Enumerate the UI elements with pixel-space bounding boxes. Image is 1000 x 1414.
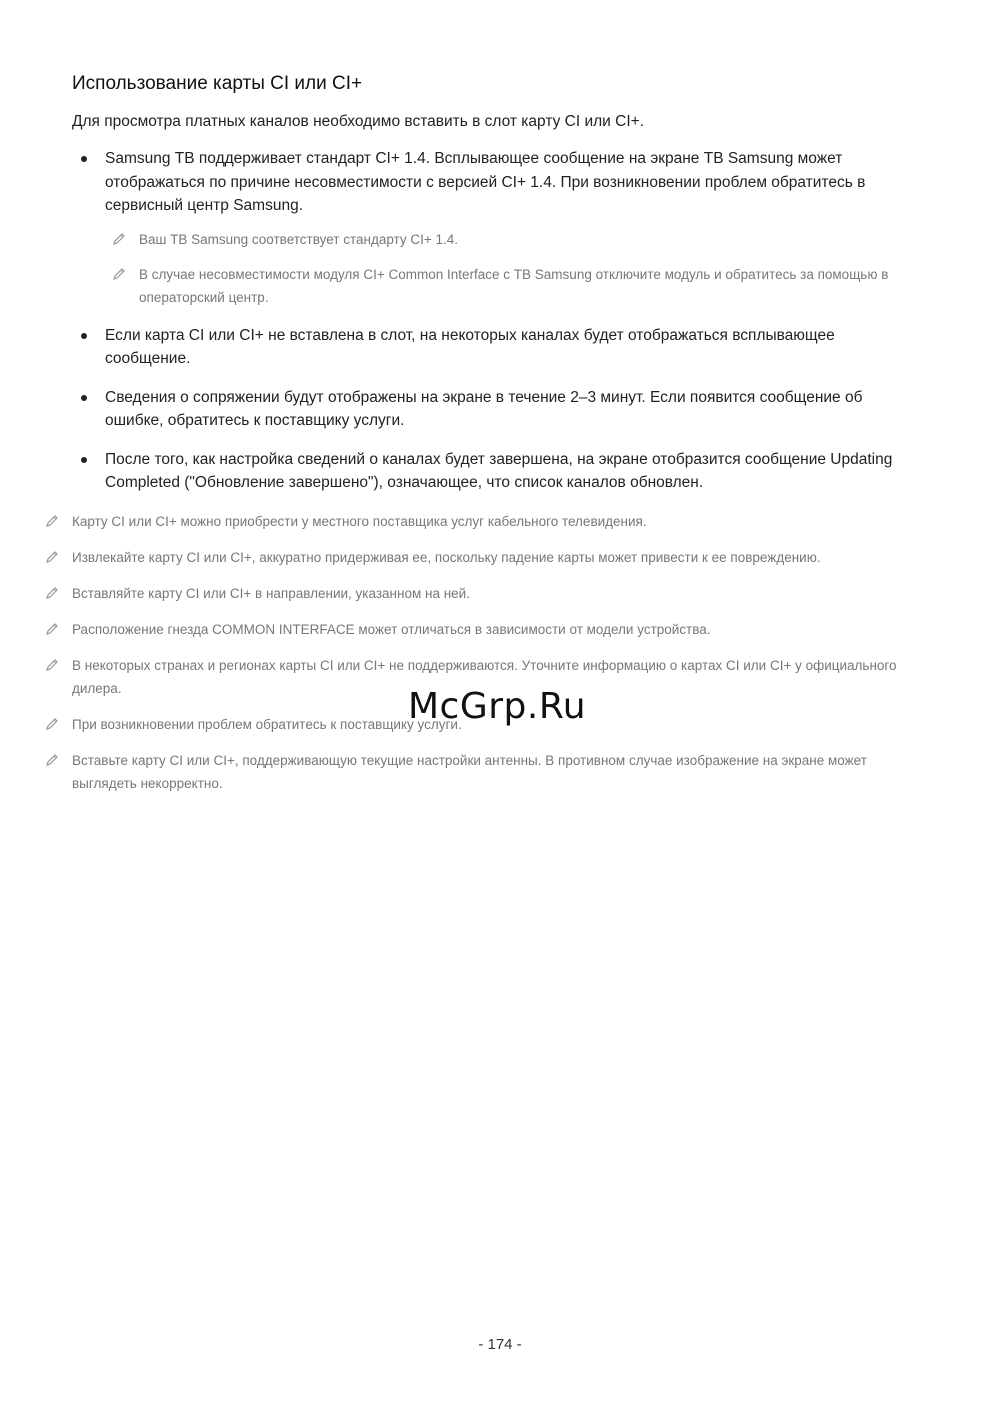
- note-item: [38, 582, 912, 605]
- bullet-text: После того, как настройка сведений о каналах будет завершена, на экране отобразится сообщение Updating Completed ("Обновление завершено"), означающее, что список каналов обновлен.: [105, 450, 893, 491]
- note-item: [38, 749, 912, 795]
- pencil-icon: [44, 621, 60, 637]
- note-text: Извлекайте карту CI или CI+, аккуратно придерживая ее, поскольку падение карты может привести к ее повреждению.: [72, 549, 821, 565]
- note-text: Карту CI или CI+ можно приобрести у местного поставщика услуг кабельного телевидения.: [72, 513, 647, 529]
- note-text: При возникновении проблем обратитесь к поставщику услуги.: [72, 716, 462, 732]
- bullet-dot: [81, 457, 87, 463]
- pencil-icon: [44, 716, 60, 732]
- bullet-list: [72, 147, 912, 495]
- pencil-icon: [44, 752, 60, 768]
- note-text: Ваш ТВ Samsung соответствует стандарту CI+ 1.4.: [139, 231, 459, 247]
- note-item: [105, 263, 912, 309]
- note-item: [38, 546, 912, 569]
- pencil-icon: [44, 549, 60, 565]
- note-item: [38, 510, 912, 533]
- watermark: McGrp.Ru: [408, 686, 587, 727]
- page-number: - 174 -: [478, 1336, 522, 1353]
- note-text: В некоторых странах и регионах карты CI или CI+ не поддерживаются. Уточните информацию о картах CI или CI+ у официального дилера.: [72, 657, 897, 696]
- sub-note-list: [105, 228, 912, 309]
- bullet-item: [72, 324, 912, 371]
- bullet-item: [72, 448, 912, 495]
- bullet-text: Если карта CI или CI+ не вставлена в слот, на некоторых каналах будет отображаться всплывающее сообщение.: [105, 326, 835, 367]
- note-item: [38, 618, 912, 641]
- note-text: В случае несовместимости модуля CI+ Common Interface с ТВ Samsung отключите модуль и обратитесь за помощью в операторский центр.: [139, 266, 889, 305]
- pencil-icon: [44, 513, 60, 529]
- bullet-dot: [81, 395, 87, 401]
- section-title: Использование карты CI или CI+: [72, 73, 363, 94]
- bullet-item: [72, 386, 912, 433]
- note-text: Вставьте карту CI или CI+, поддерживающую текущие настройки антенны. В противном случае изображение на экране может выглядеть некорректно.: [72, 752, 867, 791]
- pencil-icon: [111, 266, 127, 282]
- note-list: [38, 510, 912, 795]
- pencil-icon: [44, 585, 60, 601]
- intro-text: Для просмотра платных каналов необходимо вставить в слот карту CI или CI+.: [72, 113, 644, 130]
- pencil-icon: [44, 657, 60, 673]
- pencil-icon: [111, 231, 127, 247]
- note-text: Расположение гнезда COMMON INTERFACE может отличаться в зависимости от модели устройства.: [72, 621, 711, 637]
- note-item: [105, 228, 912, 251]
- bullet-text: Samsung ТВ поддерживает стандарт CI+ 1.4. Всплывающее сообщение на экране ТВ Samsung может отображаться по причине несовместимости с версией CI+ 1.4. При возникновении проблем обратитесь в сервисный центр Samsung.: [105, 150, 866, 214]
- bullet-dot: [81, 156, 87, 162]
- bullet-text: Сведения о сопряжении будут отображены на экране в течение 2–3 минут. Если появится сообщение об ошибке, обратитесь к поставщику услуги.: [105, 388, 863, 429]
- note-text: Вставляйте карту CI или CI+ в направлении, указанном на ней.: [72, 585, 470, 601]
- bullet-dot: [81, 333, 87, 339]
- bullet-item: [72, 147, 912, 309]
